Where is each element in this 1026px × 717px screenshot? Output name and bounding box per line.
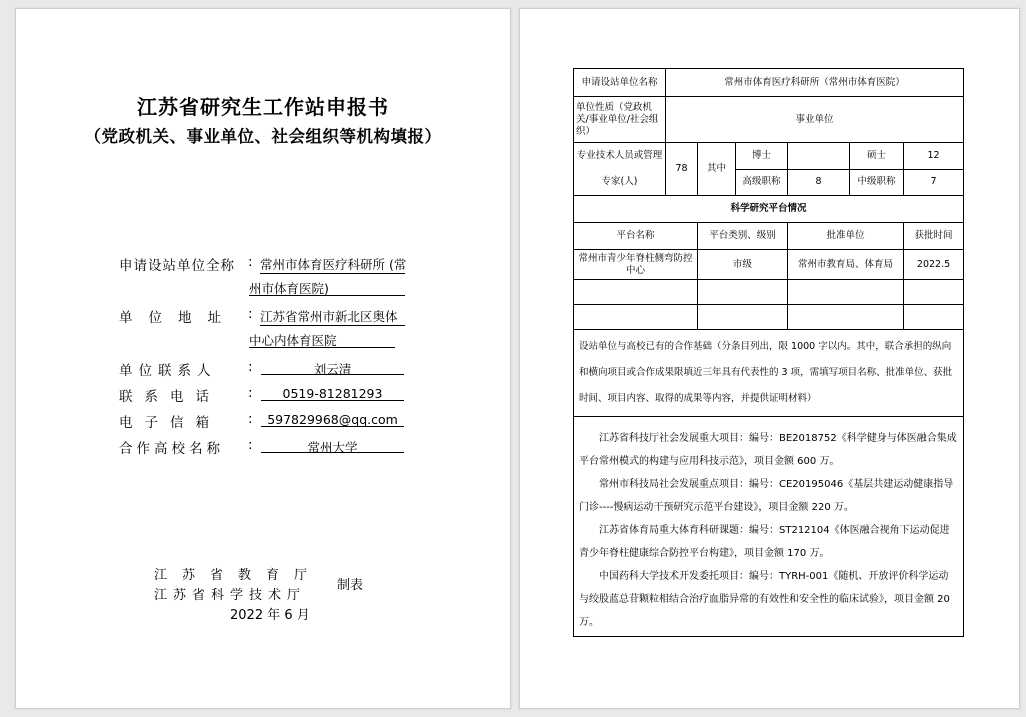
table-row bbox=[574, 280, 964, 305]
issuer-science: 江苏省科学技术厅 bbox=[154, 588, 307, 603]
email-label: 电子信箱 bbox=[119, 415, 221, 431]
project-3: 江苏省体育局重大体育科研课题：编号：ST212104《体医融合视角下运动促进青少年脊柱健康综合防控平台构建》，项目金额 170 万。 bbox=[579, 525, 950, 559]
table-row bbox=[574, 305, 964, 330]
issuer-suffix: 制表 bbox=[337, 578, 364, 593]
partner-value: 常州大学 bbox=[307, 440, 358, 455]
senior-label: 高级职称 bbox=[736, 169, 788, 196]
master-label: 硕士 bbox=[850, 143, 904, 170]
contact-label: 单位联系人 bbox=[119, 363, 217, 379]
cover-title: 江苏省研究生工作站申报书 bbox=[137, 95, 389, 119]
issue-date: 2022 年 6 月 bbox=[230, 608, 310, 623]
phd-value bbox=[788, 143, 850, 170]
platform-level: 市级 bbox=[698, 250, 788, 280]
project-2: 常州市科技局社会发展重点项目：编号：CE20195046《基层共建运动健康指导门诊----慢病运动干预研究示范平台建设》，项目金额 220 万。 bbox=[579, 479, 954, 513]
colon: : bbox=[248, 306, 253, 322]
cover-subtitle: （党政机关、事业单位、社会组织等机构填报） bbox=[84, 127, 442, 146]
platform-date: 2022.5 bbox=[904, 250, 964, 280]
unit-name-label: 申请设站单位名称 bbox=[574, 69, 666, 97]
master-value: 12 bbox=[904, 143, 964, 170]
platform-header-date: 获批时间 bbox=[904, 223, 964, 250]
applicant-value-line2: 州市体育医院) bbox=[249, 281, 329, 296]
platform-header-level: 平台类别、级别 bbox=[698, 223, 788, 250]
middle-value: 7 bbox=[904, 169, 964, 196]
middle-label: 中级职称 bbox=[850, 169, 904, 196]
colon: : bbox=[248, 359, 253, 375]
colon: : bbox=[248, 385, 253, 401]
applicant-value-line1: 常州市体育医疗科研所 (常 bbox=[260, 257, 407, 272]
phd-label: 博士 bbox=[736, 143, 788, 170]
platform-approver: 常州市教育局、体育局 bbox=[788, 250, 904, 280]
project-1: 江苏省科技厅社会发展重大项目：编号：BE2018752《科学健身与体医融合集成平台常州模式的构建与应用科技示范》，项目金额 600 万。 bbox=[579, 433, 957, 467]
issuer-education: 江苏省教育厅 bbox=[154, 568, 323, 583]
unit-name-value: 常州市体育医疗科研所（常州市体育医院） bbox=[666, 69, 964, 97]
email-value: 597829968@qq.com bbox=[267, 412, 398, 427]
senior-value: 8 bbox=[788, 169, 850, 196]
colon: : bbox=[248, 254, 253, 270]
contact-value: 刘云清 bbox=[313, 362, 352, 377]
applicant-label: 申请设站单位全称 bbox=[119, 258, 235, 274]
cover-page bbox=[15, 8, 511, 709]
among-label: 其中 bbox=[698, 143, 736, 196]
unit-type-value: 事业单位 bbox=[666, 97, 964, 143]
project-4: 中国药科大学技术开发委托项目：编号：TYRH-001《随机、开放评价科学运动与绞股蓝总苷颗粒相结合治疗血脂异常的有效性和安全性的临床试验》，项目金额 20 万。 bbox=[579, 571, 950, 628]
address-value-line2: 中心内体育医院 bbox=[249, 333, 337, 348]
address-label: 单位地址 bbox=[119, 310, 237, 326]
colon: : bbox=[248, 411, 253, 427]
unit-type-label: 单位性质（党政机关/事业单位/社会组织） bbox=[574, 97, 666, 143]
platform-header-approver: 批准单位 bbox=[788, 223, 904, 250]
platform-name: 常州市青少年脊柱侧弯防控中心 bbox=[574, 250, 698, 280]
address-value-line1: 江苏省常州市新北区奥体 bbox=[260, 309, 398, 324]
table-row bbox=[574, 250, 964, 280]
cooperation-projects bbox=[574, 417, 964, 637]
colon: : bbox=[248, 437, 253, 453]
phone-value: 0519-81281293 bbox=[282, 386, 383, 401]
cooperation-description: 设站单位与高校已有的合作基础（分条目列出，限 1000 字以内。其中，联合承担的纵向和横向项目或合作成果限填近三年具有代表性的 3 项，需填写项目名称、批准单位、获批时间、项目内容、取得的成果等内容，并提供证明材料） bbox=[574, 330, 964, 417]
staff-label: 专业技术人员或管理专家(人) bbox=[574, 143, 666, 196]
application-form-table bbox=[573, 68, 964, 637]
partner-label: 合作高校名称 bbox=[119, 441, 224, 457]
staff-total: 78 bbox=[666, 143, 698, 196]
phone-label: 联系电话 bbox=[119, 389, 221, 405]
platform-header-name: 平台名称 bbox=[574, 223, 698, 250]
form-page bbox=[519, 8, 1020, 709]
platform-section-title: 科学研究平台情况 bbox=[574, 196, 964, 223]
